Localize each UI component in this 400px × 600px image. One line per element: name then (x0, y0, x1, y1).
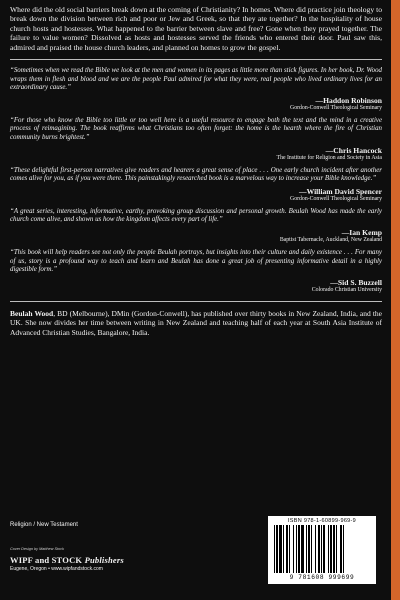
author-name: Beulah Wood (10, 308, 54, 318)
endorser-affiliation: Baptist Tabernacle, Auckland, New Zealand (279, 236, 382, 243)
publisher-name-suffix: Publishers (82, 555, 124, 565)
publisher-name (10, 555, 124, 565)
divider-bottom (10, 301, 382, 302)
back-cover-content (10, 5, 382, 337)
endorsement-attribution (10, 228, 382, 244)
endorsement-5 (10, 249, 382, 294)
endorsement-text: “This book will help readers see not only the people Beulah portrays, but insights into their culture and daily existence . . . For many of us, story is a profound way to teach and learn and Beulah has done a great job of presenting informative detail in a highly digestible form.” (10, 248, 382, 274)
barcode-icon (274, 525, 370, 573)
orange-spine-strip (391, 0, 400, 600)
endorser-name: —Haddon Robinson (315, 95, 382, 105)
barcode-box (268, 516, 376, 584)
publisher-name-main: WIPF and STOCK (10, 555, 83, 565)
endorsement-text: “Sometimes when we read the Bible we look at the men and women in its pages as little more than stick figures. In her book, Dr. Wood wraps them in flesh and blood and we are the people Paul admired for what they were, real people who lived ordinary lives for an extraordinary cause.” (10, 67, 382, 92)
publisher-location: Eugene, Oregon • www.wipfandstock.com (10, 566, 103, 572)
endorsement-attribution (10, 187, 382, 203)
endorsement-attribution (10, 278, 382, 294)
barcode-digits: 9 781608 999699 (289, 574, 355, 581)
endorser-affiliation: The Institute for Religion and Society in Asia (276, 154, 382, 161)
endorser-name: —Ian Kemp (341, 227, 382, 237)
category-label: Religion / New Testament (10, 522, 78, 528)
endorsement-text: “A great series, interesting, informative, earthy, provoking group discussion and personal growth. Beulah Wood has made the early church come alive, and shown us how the kingdom affects every part of life.” (10, 207, 382, 224)
endorsement-text: “For those who know the Bible too little or too well here is a useful resource to engage both the text and the mind in a creative process of reimagining. The book reaffirms what Christians too often forget: the home is the hearth where the fire of Christian community burns brightest.” (10, 116, 382, 141)
endorsement-1 (10, 67, 382, 112)
endorser-name: —Chris Hancock (325, 145, 382, 155)
divider-top (10, 59, 382, 60)
author-bio (10, 309, 382, 337)
endorsement-text: “These delightful first-person narratives give readers and hearers a great sense of place . . . One early church incident after another comes alive for you, as if you were there. This painstakingly researched book is a marvelous way to increase your Bible knowledge.” (10, 166, 382, 183)
endorsement-3 (10, 167, 382, 203)
endorser-name: —William David Spencer (299, 186, 382, 196)
endorser-affiliation: Gordon-Conwell Theological Seminary (290, 104, 382, 111)
endorser-affiliation: Colorado Christian University (311, 286, 382, 293)
endorsement-2 (10, 117, 382, 162)
endorser-name: —Sid S. Buzzell (330, 277, 382, 287)
author-bio-text: , BD (Melbourne), DMin (Gordon-Conwell), has published over thirty books in New Zealand, India, and the UK. She now divides her time between writing in New Zealand and teaching half of each year at South Asia Institute of Advanced Christian Studies, Bangalore, India. (10, 308, 382, 337)
endorsement-attribution (10, 96, 382, 112)
cover-design-credit: Cover Design by Matthew Stock (10, 547, 65, 551)
endorser-affiliation: Gordon-Conwell Theological Seminary (290, 195, 382, 202)
intro-paragraph: Where did the old social barriers break down at the coming of Christianity? In homes. Where did practice join theology to break down the division between rich and poor or Jew and Greek, so that they ate together? In the hospitality of house church hosts and hostesses. What happened to the barrier between slave and free? Gone when they prayed together. The failure to value women? Dissolved as hosts and hostesses served the friends who entered their door. Paul saw this, admired and praised the house church leaders, and planned on homes to grow the gospel. (10, 5, 382, 52)
isbn-label: ISBN 978-1-60899-969-9 (287, 518, 357, 524)
endorsement-attribution (10, 146, 382, 162)
endorsement-4 (10, 208, 382, 244)
